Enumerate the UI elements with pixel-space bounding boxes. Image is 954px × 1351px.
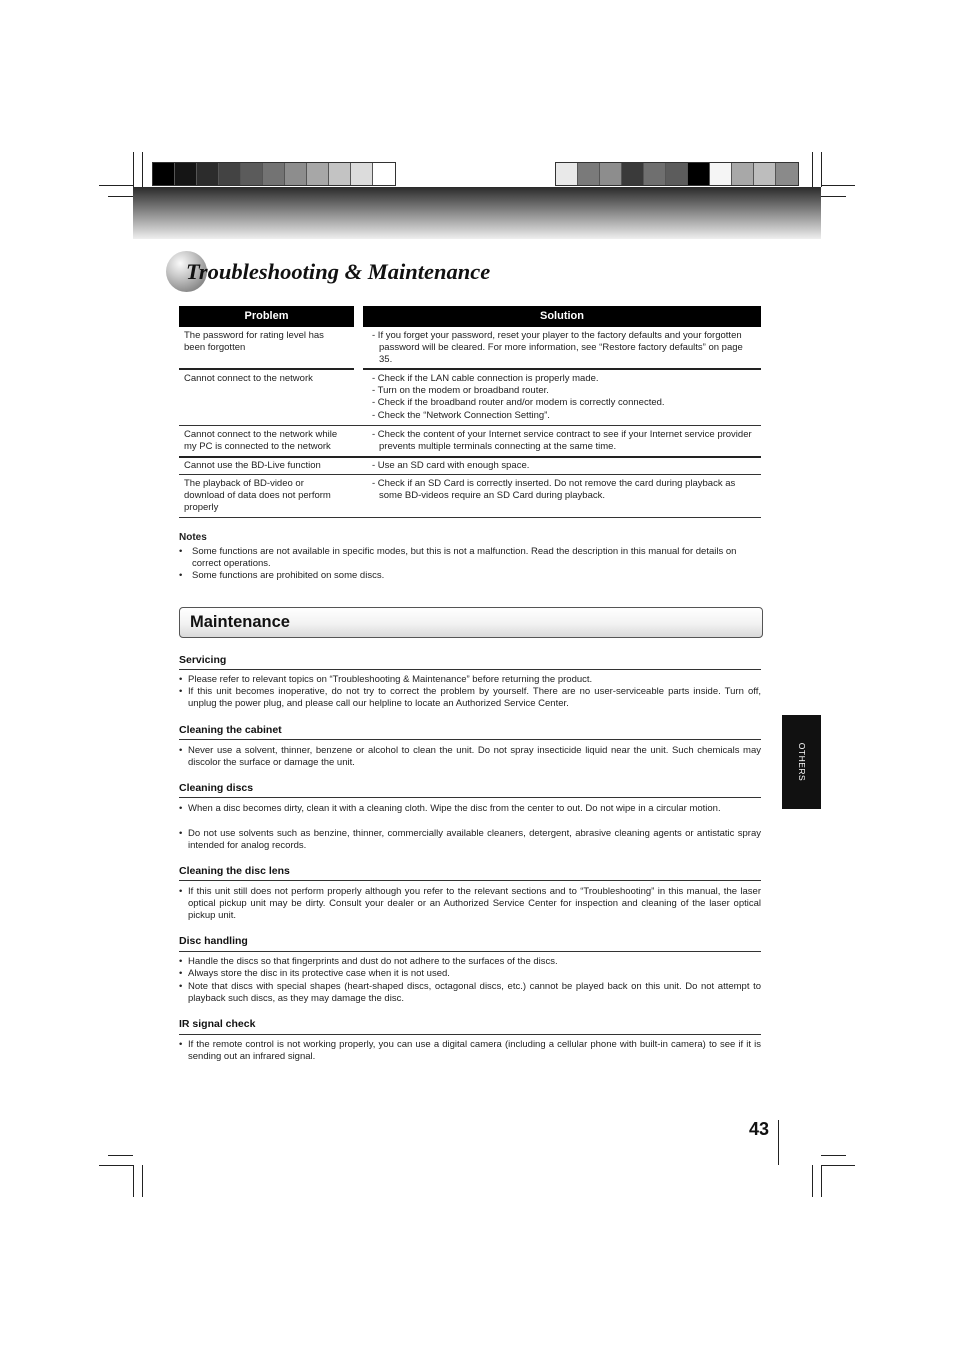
color-swatch: [666, 163, 688, 185]
color-swatch: [600, 163, 622, 185]
table-row-problem: The playback of BD-video or download of data does not perform properly: [184, 478, 331, 514]
color-swatch: [578, 163, 600, 185]
color-bar-left: [152, 162, 396, 186]
table-row-problem: Cannot connect to the network while my PC is connected to the network: [184, 429, 338, 453]
header-band: [133, 187, 821, 239]
color-swatch: [644, 163, 666, 185]
page-number: 43: [749, 1119, 770, 1139]
color-swatch: [732, 163, 754, 185]
side-tab-others: OTHERS: [782, 715, 821, 809]
color-swatch: [373, 163, 395, 185]
section-title: Servicing: [179, 654, 227, 666]
table-row-solution: - Check if an SD Card is correctly inserted. Do not remove the card during playback as some BD-videos require an SD Card during playback.: [372, 478, 736, 502]
list-item: • Note that discs with special shapes (heart-shaped discs, octagonal discs, etc.) cannot be played back on this unit. Do not attempt to playback such discs, as they may damage the disc.: [179, 981, 761, 1005]
note-item: • Some functions are not available in specific modes, but this is not a malfunction. Read the description in this manual for details on correct operations.: [179, 546, 737, 570]
color-swatch: [622, 163, 644, 185]
section-title: Cleaning the disc lens: [179, 865, 290, 877]
table-row-solution: - If you forget your password, reset your player to the factory defaults and your forgotten password will be cleared. For more information, see “Restore factory defaults” on page 35.: [372, 330, 743, 366]
list-item: • Do not use solvents such as benzine, thinner, commercially available cleaners, detergent, abrasive cleaning agents or antistatic spray intended for analog records.: [179, 828, 761, 852]
color-swatch: [197, 163, 219, 185]
table-row-problem: Cannot connect to the network: [184, 373, 313, 384]
color-swatch: [241, 163, 263, 185]
color-swatch: [351, 163, 373, 185]
color-swatch: [329, 163, 351, 185]
section-title: Cleaning discs: [179, 782, 254, 794]
note-item: • Some functions are prohibited on some discs.: [179, 570, 385, 581]
notes-title: Notes: [179, 532, 207, 543]
table-row-problem: The password for rating level has been forgotten: [184, 330, 324, 354]
table-row-solution: - Check the content of your Internet service contract to see if your Internet service provider prevents multiple terminals connecting at the same time.: [372, 429, 752, 453]
table-header-solution: Solution: [363, 306, 761, 327]
section-title: Cleaning the cabinet: [179, 724, 282, 736]
color-swatch: [307, 163, 329, 185]
table-row-problem: Cannot use the BD-Live function: [184, 460, 321, 471]
table-header-problem: Problem: [179, 306, 354, 327]
color-swatch: [710, 163, 732, 185]
table-row-solution: - Use an SD card with enough space.: [372, 460, 530, 471]
section-title: Disc handling: [179, 935, 248, 947]
list-item: • If the remote control is not working properly, you can use a digital camera (including a cellular phone with built-in camera) to see if it is sending out an infrared signal.: [179, 1039, 761, 1063]
page-title: Troubleshooting & Maintenance: [186, 259, 491, 284]
table-row-solution: - Check if the LAN cable connection is properly made. - Turn on the modem or broadband router. - Check if the broadband router and/or modem is correctly connected. - Check the “Network Connection Setting”.: [372, 373, 665, 421]
section-title: IR signal check: [179, 1018, 256, 1030]
color-swatch: [285, 163, 307, 185]
color-swatch: [776, 163, 798, 185]
list-item: • Please refer to relevant topics on “Troubleshooting & Maintenance” before returning the product.: [179, 674, 593, 685]
color-bar-right: [555, 162, 799, 186]
list-item: • If this unit becomes inoperative, do not try to correct the problem by yourself. There are no user-serviceable parts inside. Turn off, unplug the power plug, and please call our helpline to locate an Authorized Service Center.: [179, 686, 761, 710]
list-item: • Handle the discs so that fingerprints and dust do not adhere to the surfaces of the discs.: [179, 956, 558, 967]
list-item: • Never use a solvent, thinner, benzene or alcohol to clean the unit. Do not spray insecticide liquid near the unit. Such chemicals may discolor the surface or damage the unit.: [179, 745, 761, 769]
list-item: • Always store the disc in its protective case when it is not used.: [179, 968, 450, 979]
color-swatch: [556, 163, 578, 185]
list-item: • When a disc becomes dirty, clean it with a cleaning cloth. Wipe the disc from the center to out. Do not wipe in a circular motion.: [179, 803, 721, 814]
color-swatch: [175, 163, 197, 185]
color-swatch: [153, 163, 175, 185]
color-swatch: [263, 163, 285, 185]
list-item: • If this unit still does not perform properly although you refer to the relevant sections and to “Troubleshooting” in this manual, the laser optical pickup unit may be dirty. Consult your dealer or an Authorized Service Center for inspection and cleaning of the laser optical pickup unit.: [179, 886, 761, 922]
color-swatch: [754, 163, 776, 185]
color-swatch: [219, 163, 241, 185]
maintenance-heading-box: [179, 607, 763, 638]
maintenance-heading: Maintenance: [190, 613, 290, 631]
color-swatch: [688, 163, 710, 185]
